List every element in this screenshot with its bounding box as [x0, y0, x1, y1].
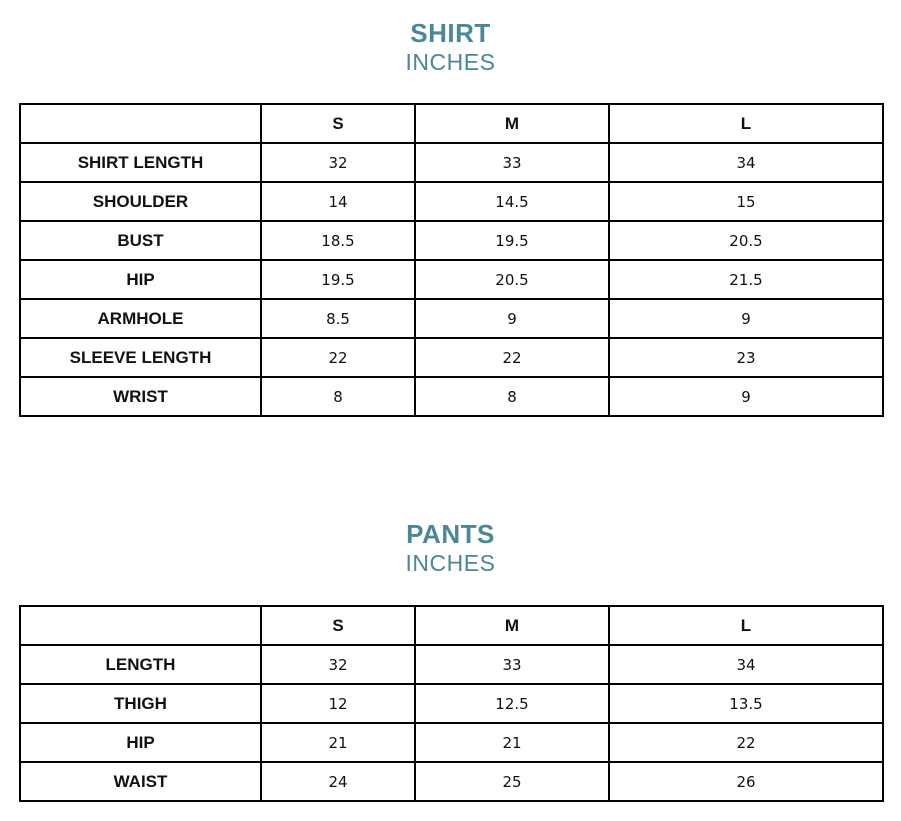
cell-value: 18.5	[261, 221, 415, 260]
cell-value: 33	[415, 143, 609, 182]
cell-value: 12	[261, 684, 415, 723]
cell-value: 26	[609, 762, 883, 801]
row-label: WRIST	[20, 377, 261, 416]
table-row	[20, 723, 883, 762]
cell-value: 23	[609, 338, 883, 377]
table-row	[20, 377, 883, 416]
cell-value: 34	[609, 143, 883, 182]
pants-heading	[0, 519, 901, 577]
row-label: HIP	[20, 723, 261, 762]
shirt-unit: INCHES	[405, 49, 496, 75]
cell-value: 8.5	[261, 299, 415, 338]
cell-value: 22	[609, 723, 883, 762]
table-row	[20, 299, 883, 338]
shirt-title: SHIRT	[410, 18, 491, 48]
header-cell-m: M	[415, 104, 609, 143]
header-cell-s: S	[261, 606, 415, 645]
shirt-size-table	[19, 103, 884, 417]
cell-value: 8	[261, 377, 415, 416]
cell-value: 25	[415, 762, 609, 801]
cell-value: 19.5	[415, 221, 609, 260]
cell-value: 19.5	[261, 260, 415, 299]
cell-value: 21	[415, 723, 609, 762]
header-cell-s: S	[261, 104, 415, 143]
table-header-row	[20, 104, 883, 143]
header-cell-empty	[20, 104, 261, 143]
table-row	[20, 182, 883, 221]
header-cell-empty	[20, 606, 261, 645]
row-label: WAIST	[20, 762, 261, 801]
cell-value: 9	[609, 299, 883, 338]
header-cell-l: L	[609, 104, 883, 143]
cell-value: 33	[415, 645, 609, 684]
cell-value: 20.5	[415, 260, 609, 299]
shirt-heading	[0, 18, 901, 76]
cell-value: 14.5	[415, 182, 609, 221]
table-row	[20, 762, 883, 801]
row-label: SHOULDER	[20, 182, 261, 221]
row-label: SLEEVE LENGTH	[20, 338, 261, 377]
table-row	[20, 338, 883, 377]
cell-value: 22	[261, 338, 415, 377]
cell-value: 14	[261, 182, 415, 221]
cell-value: 8	[415, 377, 609, 416]
cell-value: 21	[261, 723, 415, 762]
cell-value: 34	[609, 645, 883, 684]
pants-size-table	[19, 605, 884, 802]
cell-value: 32	[261, 645, 415, 684]
cell-value: 22	[415, 338, 609, 377]
cell-value: 13.5	[609, 684, 883, 723]
cell-value: 12.5	[415, 684, 609, 723]
cell-value: 21.5	[609, 260, 883, 299]
table-row	[20, 221, 883, 260]
row-label: SHIRT LENGTH	[20, 143, 261, 182]
cell-value: 20.5	[609, 221, 883, 260]
table-row	[20, 684, 883, 723]
row-label: HIP	[20, 260, 261, 299]
pants-title: PANTS	[406, 519, 495, 549]
row-label: LENGTH	[20, 645, 261, 684]
cell-value: 32	[261, 143, 415, 182]
table-header-row	[20, 606, 883, 645]
row-label: ARMHOLE	[20, 299, 261, 338]
cell-value: 15	[609, 182, 883, 221]
table-row	[20, 260, 883, 299]
table-row	[20, 143, 883, 182]
row-label: BUST	[20, 221, 261, 260]
cell-value: 24	[261, 762, 415, 801]
table-row	[20, 645, 883, 684]
pants-unit: INCHES	[405, 550, 496, 576]
header-cell-l: L	[609, 606, 883, 645]
cell-value: 9	[415, 299, 609, 338]
header-cell-m: M	[415, 606, 609, 645]
cell-value: 9	[609, 377, 883, 416]
row-label: THIGH	[20, 684, 261, 723]
